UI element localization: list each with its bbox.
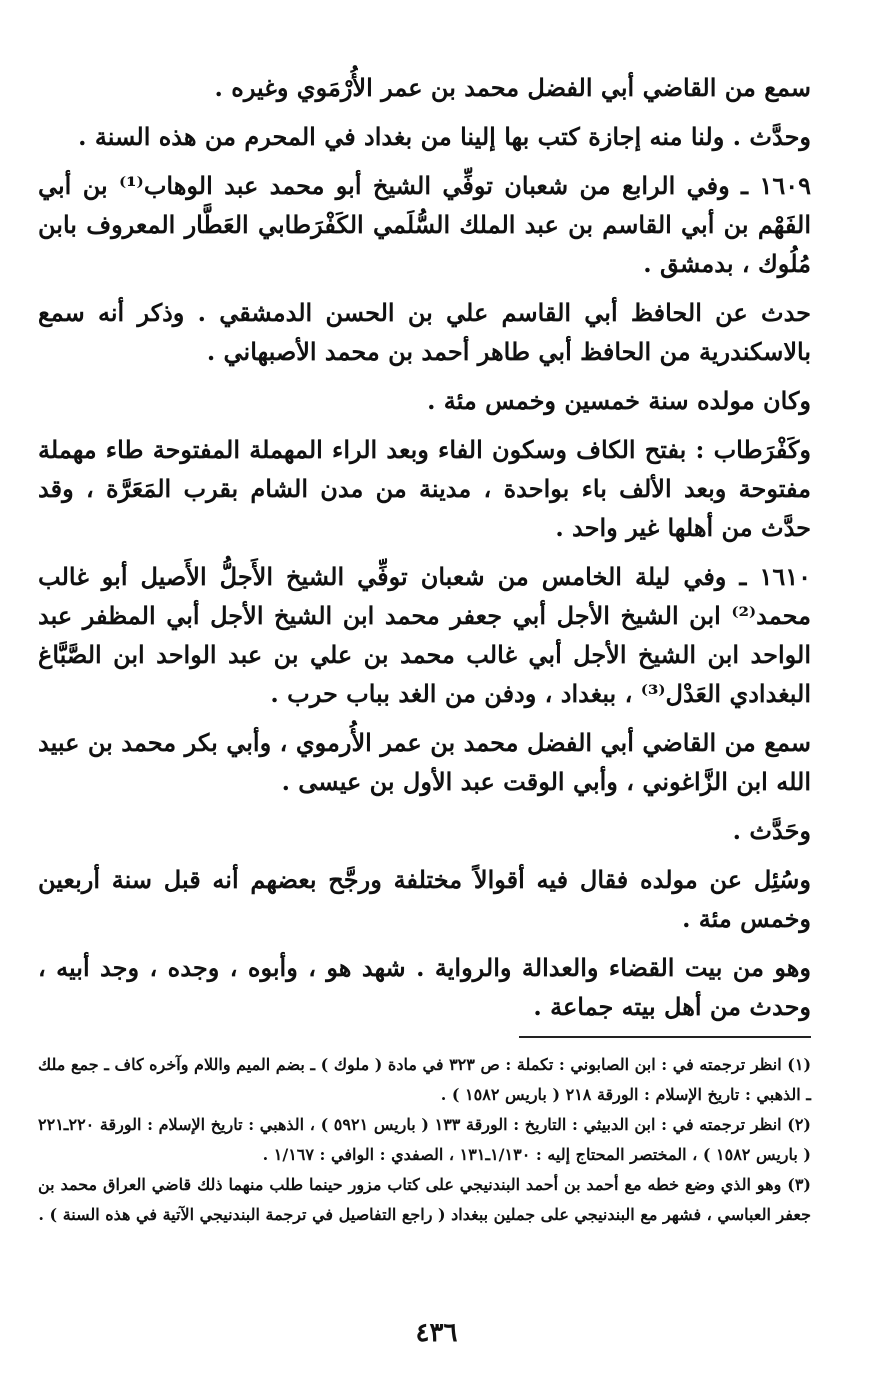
paragraph: حدث عن الحافظ أبي القاسم علي بن الحسن الدمشقي . وذكر أنه سمع بالاسكندرية من الحافظ أبي طاهر أحمد بن محمد الأصبهاني . [38, 298, 811, 366]
footnotes [38, 1050, 811, 1230]
main-text [38, 68, 811, 1026]
page-number: ٤٣٦ [415, 1318, 458, 1348]
footnote: (١) انظر ترجمته في : ابن الصابوني : تكملة : ص ٣٢٣ في مادة ( ملوك ) ـ بضم الميم واللام وآخره كاف ـ جمع ملك ـ الذهبي : تاريخ الإسلام : الورقة ٢١٨ ( باريس ١٥٨٢ ) . [38, 1055, 812, 1104]
paragraph: سمع من القاضي أبي الفضل محمد بن عمر الأُرْمَوي وغيره . [214, 73, 811, 102]
footnote: (٣) وهو الذي وضع خطه مع أحمد بن أحمد البندنيجي على كتاب مزور حينما طلب منهما ذلك قاضي العراق محمد بن جعفر العباسي ، فشهر مع البندنيجي على جملين ببغداد ( راجع التفاصيل في ترجمة البندنيجي الآتية في هذه السنة ) . [38, 1175, 811, 1224]
footnote: (٢) انظر ترجمته في : ابن الدبيثي : التاريخ : الورقة ١٣٣ ( باريس ٥٩٢١ ) ، الذهبي : تاريخ الإسلام : الورقة ٢٢٠ـ٢٢١ ( باريس ١٥٨٢ ) ، المختصر المحتاج إليه : ١/١٣٠ـ١٣١ ، الصفدي : الوافي : ١/١٦٧ . [38, 1115, 811, 1164]
paragraph: وسُئِل عن مولده فقال فيه أقوالاً مختلفة ورجَّح بعضهم أنه قبل سنة أربعين وخمس مئة . [38, 865, 811, 933]
paragraph: وهو من بيت القضاء والعدالة والرواية . شهد هو ، وأبوه ، وجده ، وجد أبيه ، وحدث من أهل بيته جماعة . [38, 953, 811, 1021]
paragraph: سمع من القاضي أبي الفضل محمد بن عمر الأُرموي ، وأبي بكر محمد بن عبيد الله ابن الزَّاغوني ، وأبي الوقت عبد الأول بن عيسى . [38, 728, 811, 796]
paragraph: ١٦١٠ ـ وفي ليلة الخامس من شعبان توفِّي الشيخ الأَجلُّ الأَصيل أبو غالب محمد⁽²⁾ ابن الشيخ الأجل أبي جعفر محمد ابن الشيخ الأجل أبي المظفر عبد الواحد ابن الشيخ الأجل أبي غالب محمد بن علي بن عبد الواحد ابن الصَّبَّاغ البغدادي العَدْل⁽³⁾ ، ببغداد ، ودفن من الغد بباب حرب . [38, 562, 811, 708]
paragraph: وكان مولده سنة خمسين وخمس مئة . [427, 386, 811, 415]
paragraph: وحدَّث . ولنا منه إجازة كتب بها إلينا من بغداد في المحرم من هذه السنة . [78, 122, 811, 151]
paragraph: وحَدَّث . [732, 816, 811, 845]
footnote-divider [519, 1036, 811, 1038]
paragraph: ١٦٠٩ ـ وفي الرابع من شعبان توفِّي الشيخ أبو محمد عبد الوهاب⁽¹⁾ بن أبي الفَهْم بن أبي القاسم بن عبد الملك السُّلَمي الكَفْرَطابي العَطَّار المعروف بابن مُلُوك ، بدمشق . [38, 171, 811, 278]
paragraph: وكَفْرَطاب : بفتح الكاف وسكون الفاء وبعد الراء المهملة المفتوحة طاء مهملة مفتوحة وبعد الألف باء بواحدة ، مدينة من مدن الشام بقرب المَعَرَّة ، وقد حدَّث من أهلها غير واحد . [38, 435, 811, 542]
